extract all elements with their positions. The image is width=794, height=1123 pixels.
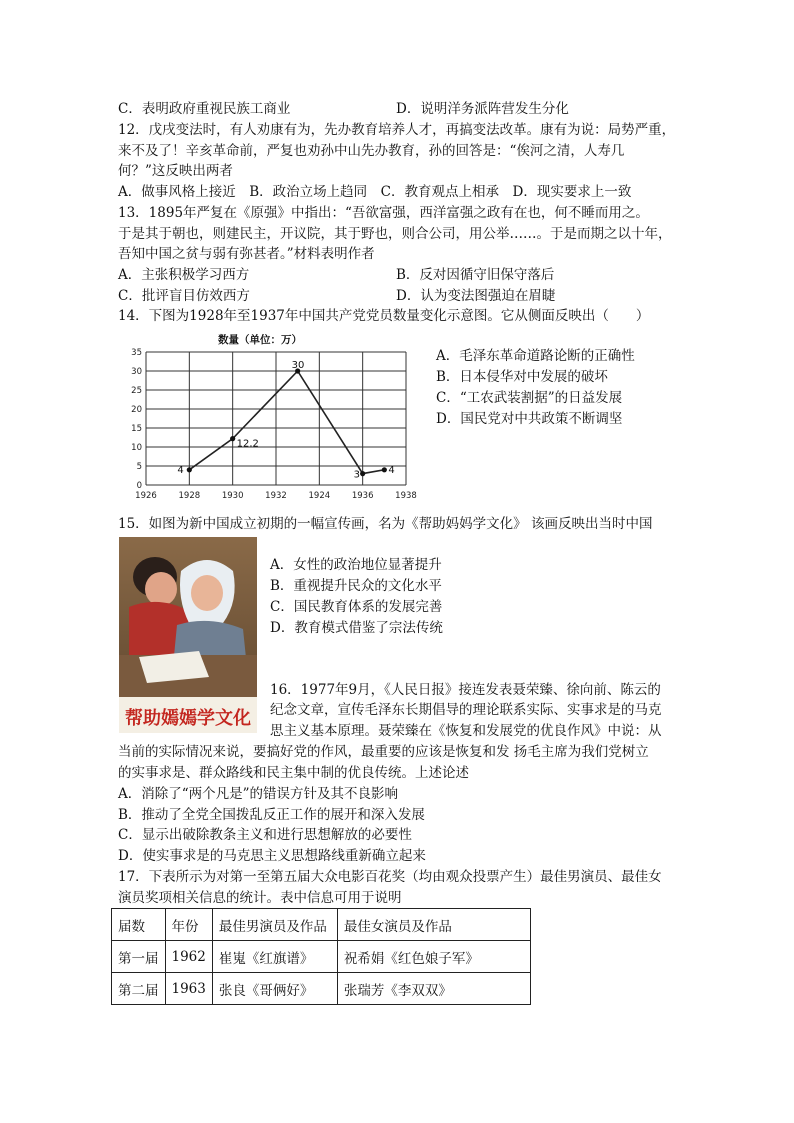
- x-tick-label: 1928: [178, 491, 201, 501]
- q12-stem-1: 12．戊戌变法时，有人劝康有为，先办教育培养人才，再搞变法改革。康有为说：局势严重，: [118, 122, 676, 138]
- data-point: [230, 436, 235, 441]
- q15-stem: 15．如图为新中国成立初期的一幅宣传画，名为《帮助妈妈学文化》 该画反映出当时中国: [118, 516, 653, 532]
- q13-option-b: B．反对因循守旧保守落后: [396, 267, 555, 283]
- q15-option-d: D．教育模式借鉴了宗法传统: [270, 620, 443, 636]
- table-cell: 第一届: [112, 941, 166, 973]
- q14-stem: 14．下图为1928年至1937年中国共产党党员数量变化示意图。它从侧面反映出（ ）: [118, 308, 650, 324]
- y-tick-label: 25: [131, 386, 142, 396]
- series-line: [189, 371, 384, 474]
- y-tick-label: 15: [131, 424, 142, 434]
- table-cell: 祝希娟《红色娘子军》: [337, 941, 530, 973]
- q15-option-b: B．重视提升民众的文化水平: [270, 578, 442, 594]
- table-header-cell: 最佳男演员及作品: [212, 909, 337, 941]
- q15-option-a: A．女性的政治地位显著提升: [270, 557, 442, 573]
- table-header-cell: 年份: [165, 909, 212, 941]
- q16-stem-5: 的实事求是、群众路线和民主集中制的优良传统。上述论述: [118, 765, 469, 781]
- y-tick-label: 5: [136, 462, 142, 472]
- party-membership-chart: [120, 330, 425, 506]
- q14-option-a: A．毛泽东革命道路论断的正确性: [436, 348, 635, 364]
- table-cell: 第二届: [112, 973, 166, 1005]
- y-tick-label: 20: [131, 405, 142, 415]
- data-label: 4: [177, 464, 184, 476]
- q12-stem-2: 来不及了！辛亥革命前，严复也劝孙中山先办教育，孙的回答是：“俟河之清，人寿几: [118, 143, 625, 159]
- q16-option-b: B．推动了全党全国拨乱反正工作的展开和深入发展: [118, 807, 425, 823]
- q14-option-d: D．国民党对中共政策不断调坚: [436, 411, 623, 427]
- awards-table: [111, 908, 531, 1005]
- poster-caption: 帮助嫣嫣学文化: [125, 708, 251, 729]
- table-row: [112, 941, 531, 973]
- table-row: [112, 973, 531, 1005]
- x-tick-label: 1926: [135, 491, 157, 501]
- q14-option-b: B．日本侵华对中发展的破坏: [436, 369, 608, 385]
- data-label: 30: [291, 360, 305, 371]
- q12-stem-3: 何？”这反映出两者: [118, 163, 233, 179]
- data-point: [360, 471, 365, 476]
- chart-grid: [146, 352, 406, 485]
- q11-option-c: C．表明政府重视民族工商业: [118, 101, 291, 117]
- q16-option-d: D．使实事求是的马克思主义思想路线重新确立起来: [118, 848, 426, 864]
- q16-stem-2: 纪念文章，宣传毛泽东长期倡导的理论联系实际、实事求是的马克: [270, 702, 662, 718]
- q15-options: [270, 555, 443, 639]
- x-tick-label: 1930: [221, 491, 244, 501]
- y-tick-label: 35: [131, 348, 142, 358]
- q13-option-a: A．主张积极学习西方: [118, 267, 250, 283]
- propaganda-poster: [119, 537, 257, 733]
- q14-options: [436, 346, 635, 430]
- x-tick-label: 1936: [351, 491, 374, 501]
- q13-stem-1: 13．1895年严复在《原强》中指出：“吾欲富强，西洋富强之政有在也，何不睡而用之。: [118, 205, 649, 221]
- x-tick-label: 1938: [395, 491, 417, 501]
- table-cell: 张良《哥俩好》: [212, 973, 337, 1005]
- x-tick-label: 1932: [265, 491, 287, 501]
- data-point: [382, 467, 387, 472]
- x-tick-label: 1924: [308, 491, 331, 501]
- table-header-row: [112, 909, 531, 941]
- y-tick-label: 10: [131, 443, 142, 453]
- q13-option-c: C．批评盲目仿效西方: [118, 288, 250, 304]
- table-header-cell: 最佳女演员及作品: [337, 909, 530, 941]
- table-cell: 1963: [165, 973, 212, 1005]
- q13-option-d: D．认为变法图强迫在眉睫: [396, 288, 556, 304]
- q16-stem-3: 思主义基本原理。聂荣臻在《恢复和发展党的优良作风》中说：从: [270, 723, 662, 739]
- q17-stem-1: 17．下表所示为对第一至第五届大众电影百花奖（均由观众投票产生）最佳男演员、最佳女: [118, 869, 662, 885]
- q17-stem-2: 演员奖项相关信息的统计。表中信息可用于说明: [118, 890, 402, 906]
- q13-stem-3: 吾知中国之贫与弱有弥甚者。”材料表明作者: [118, 246, 375, 262]
- y-tick-label: 30: [131, 367, 142, 377]
- q15-option-c: C．国民教育体系的发展完善: [270, 599, 443, 615]
- chart-series: [177, 360, 394, 481]
- q12-options: A．做事风格上接近 B．政治立场上趋同 C．教育观点上相承 D．现实要求上一致: [118, 184, 632, 200]
- q11-option-d: D．说明洋务派阵营发生分化: [396, 101, 569, 117]
- poster-illustration: [119, 537, 257, 733]
- table-cell: 1962: [165, 941, 212, 973]
- table-cell: 崔嵬《红旗谱》: [212, 941, 337, 973]
- q16-option-a: A．消除了“两个凡是”的错误方针及其不良影响: [118, 786, 399, 802]
- q14-option-c: C．“工农武装割据”的日益发展: [436, 390, 623, 406]
- data-label: 4: [388, 464, 395, 476]
- q16-option-c: C．显示出破除教条主义和进行思想解放的必要性: [118, 827, 412, 843]
- q16-stem-1: 16．1977年9月，《人民日报》接连发表聂荣臻、徐向前、陈云的: [270, 682, 661, 698]
- data-point: [187, 467, 192, 472]
- q13-stem-2: 于是其于朝也，则建民主，开议院，其于野也，则合公司，用公举……。于是而期之以十年，: [118, 226, 672, 242]
- data-label: 3: [353, 469, 361, 481]
- table-cell: 张瑞芳《李双双》: [337, 973, 530, 1005]
- data-label: 12.2: [236, 438, 259, 450]
- y-tick-label: 0: [136, 481, 142, 491]
- chart-title: 数量（单位：万）: [218, 334, 302, 346]
- table-header-cell: 届数: [112, 909, 166, 941]
- q16-stem-4: 当前的实际情况来说，要搞好党的作风，最重要的应该是恢复和发 扬毛主席为我们党树立: [118, 744, 649, 760]
